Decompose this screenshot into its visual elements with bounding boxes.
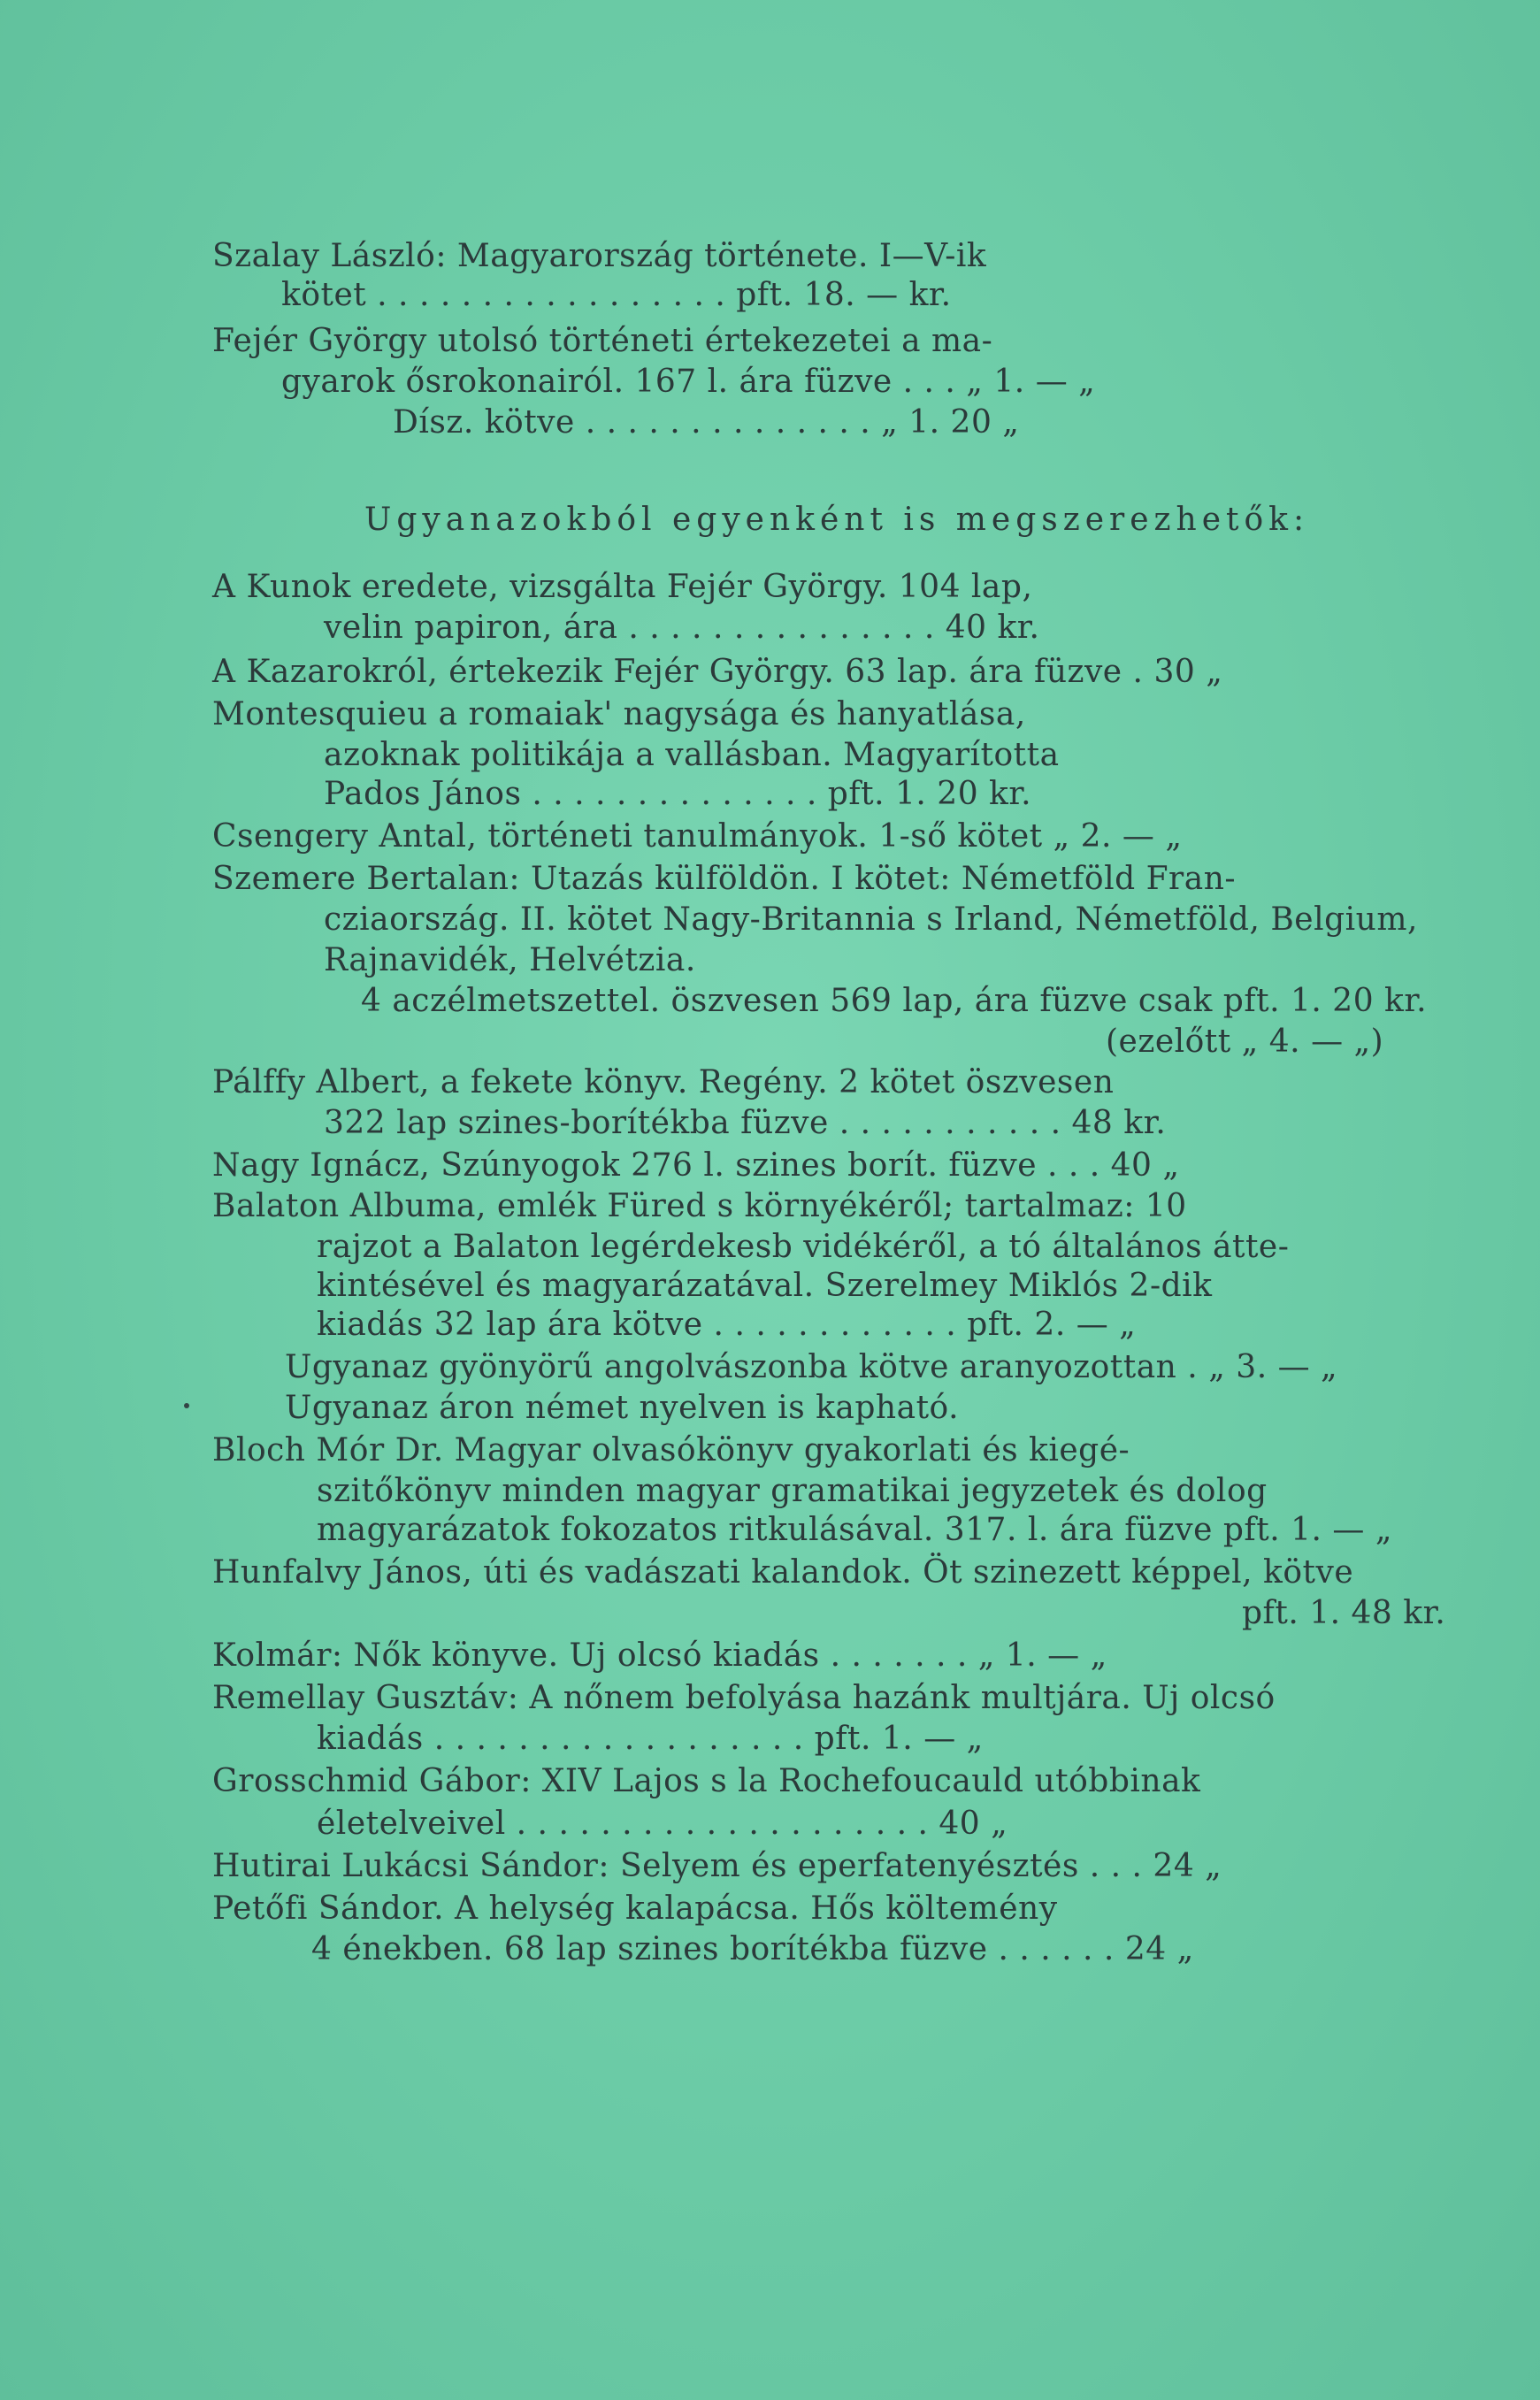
entry-hunfalvy-line-1: Hunfalvy János, úti és vadászati kalandok. Öt szinezett képpel, kötve	[212, 1554, 1354, 1591]
entry-petofi-line-2: 4 énekben. 68 lap szines borítékba füzve . . . . . . 24 „	[311, 1931, 1194, 1967]
entry-remellay-line-1: Remellay Gusztáv: A nőnem befolyása hazánk multjára. Uj olcsó	[212, 1680, 1276, 1716]
entry-palffy-line-1: Pálffy Albert, a fekete könyv. Regény. 2 kötet öszvesen	[212, 1064, 1115, 1100]
entry-szemere-line-3: Rajnavidék, Helvétzia.	[324, 942, 696, 978]
entry-balaton-line-5: Ugyanaz gyönyörű angolvászonba kötve aranyozottan . „ 3. — „	[285, 1349, 1338, 1385]
entry-hutirai: Hutirai Lukácsi Sándor: Selyem és eperfatenyésztés . . . 24 „	[212, 1848, 1222, 1884]
entry-fejer-line-2: gyarok ősrokonairól. 167 l. ára füzve . . . „ 1. — „	[281, 364, 1096, 400]
entry-szalay-line-1: Szalay László: Magyarország története. I—V-ik	[212, 238, 987, 274]
entry-kunok-line-2: velin papiron, ára . . . . . . . . . . . . . . . 40 kr.	[324, 610, 1040, 646]
entry-palffy-line-2: 322 lap szines-borítékba füzve . . . . . . . . . . . 48 kr.	[324, 1105, 1167, 1141]
entry-hunfalvy-line-2: pft. 1. 48 kr.	[1242, 1595, 1446, 1631]
entry-kazar: A Kazarokról, értekezik Fejér György. 63 lap. ára füzve . 30 „	[212, 654, 1223, 690]
entry-montesquieu-line-1: Montesquieu a romaiak' nagysága és hanyatlása,	[212, 696, 1026, 732]
entry-nagy: Nagy Ignácz, Szúnyogok 276 l. szines borít. füzve . . . 40 „	[212, 1147, 1180, 1184]
entry-szemere-line-2: cziaország. II. kötet Nagy-Britannia s Irland, Németföld, Belgium,	[324, 901, 1418, 938]
section-heading: Ugyanazokból egyenként is megszerezhetők:	[364, 502, 1310, 538]
entry-fejer-line-3: Dísz. kötve . . . . . . . . . . . . . . „ 1. 20 „	[393, 404, 1020, 441]
ink-speck	[184, 1403, 189, 1408]
entry-szemere-line-1: Szemere Bertalan: Utazás külföldön. I kötet: Németföld Fran-	[212, 861, 1237, 897]
entry-kolmar: Kolmár: Nők könyve. Uj olcsó kiadás . . . . . . . „ 1. — „	[212, 1637, 1107, 1674]
entry-remellay-line-2: kiadás . . . . . . . . . . . . . . . . . . pft. 1. — „	[317, 1721, 984, 1757]
entry-szemere-line-5: (ezelőtt „ 4. — „)	[1106, 1024, 1384, 1060]
entry-balaton-line-6: Ugyanaz áron német nyelven is kapható.	[285, 1390, 960, 1426]
entry-montesquieu-line-3: Pados János . . . . . . . . . . . . . . pft. 1. 20 kr.	[324, 776, 1032, 812]
entry-balaton-line-2: rajzot a Balaton legérdekesb vidékéről, a tó általános átte-	[317, 1229, 1290, 1265]
entry-grosschmid-line-1: Grosschmid Gábor: XIV Lajos s la Rochefoucauld utóbbinak	[212, 1763, 1201, 1799]
entry-petofi-line-1: Petőfi Sándor. A helység kalapácsa. Hős költemény	[212, 1890, 1058, 1927]
entry-balaton-line-4: kiadás 32 lap ára kötve . . . . . . . . . . . . pft. 2. — „	[317, 1307, 1137, 1343]
entry-montesquieu-line-2: azoknak politikája a vallásban. Magyarította	[324, 737, 1060, 773]
entry-bloch-line-2: szitőkönyv minden magyar gramatikai jegyzetek és dolog	[317, 1473, 1268, 1509]
entry-balaton-line-3: kintésével és magyarázatával. Szerelmey Miklós 2-dik	[317, 1268, 1213, 1304]
entry-csengery: Csengery Antal, történeti tanulmányok. 1-ső kötet „ 2. — „	[212, 818, 1183, 855]
entry-kunok-line-1: A Kunok eredete, vizsgálta Fejér György. 104 lap,	[212, 569, 1033, 605]
entry-bloch-line-1: Bloch Mór Dr. Magyar olvasókönyv gyakorlati és kiegé-	[212, 1432, 1130, 1468]
entry-balaton-line-1: Balaton Albuma, emlék Füred s környékéről; tartalmaz: 10	[212, 1188, 1187, 1224]
entry-szemere-line-4: 4 aczélmetszettel. öszvesen 569 lap, ára füzve csak pft. 1. 20 kr.	[361, 983, 1428, 1019]
entry-fejer-line-1: Fejér György utolsó történeti értekezetei a ma-	[212, 323, 993, 359]
entry-szalay-line-2: kötet . . . . . . . . . . . . . . . . . pft. 18. — kr.	[281, 277, 952, 313]
entry-bloch-line-3: magyarázatok fokozatos ritkulásával. 317. l. ára füzve pft. 1. — „	[317, 1512, 1392, 1548]
entry-grosschmid-line-2: életelveivel . . . . . . . . . . . . . . . . . . . . 40 „	[317, 1806, 1008, 1842]
